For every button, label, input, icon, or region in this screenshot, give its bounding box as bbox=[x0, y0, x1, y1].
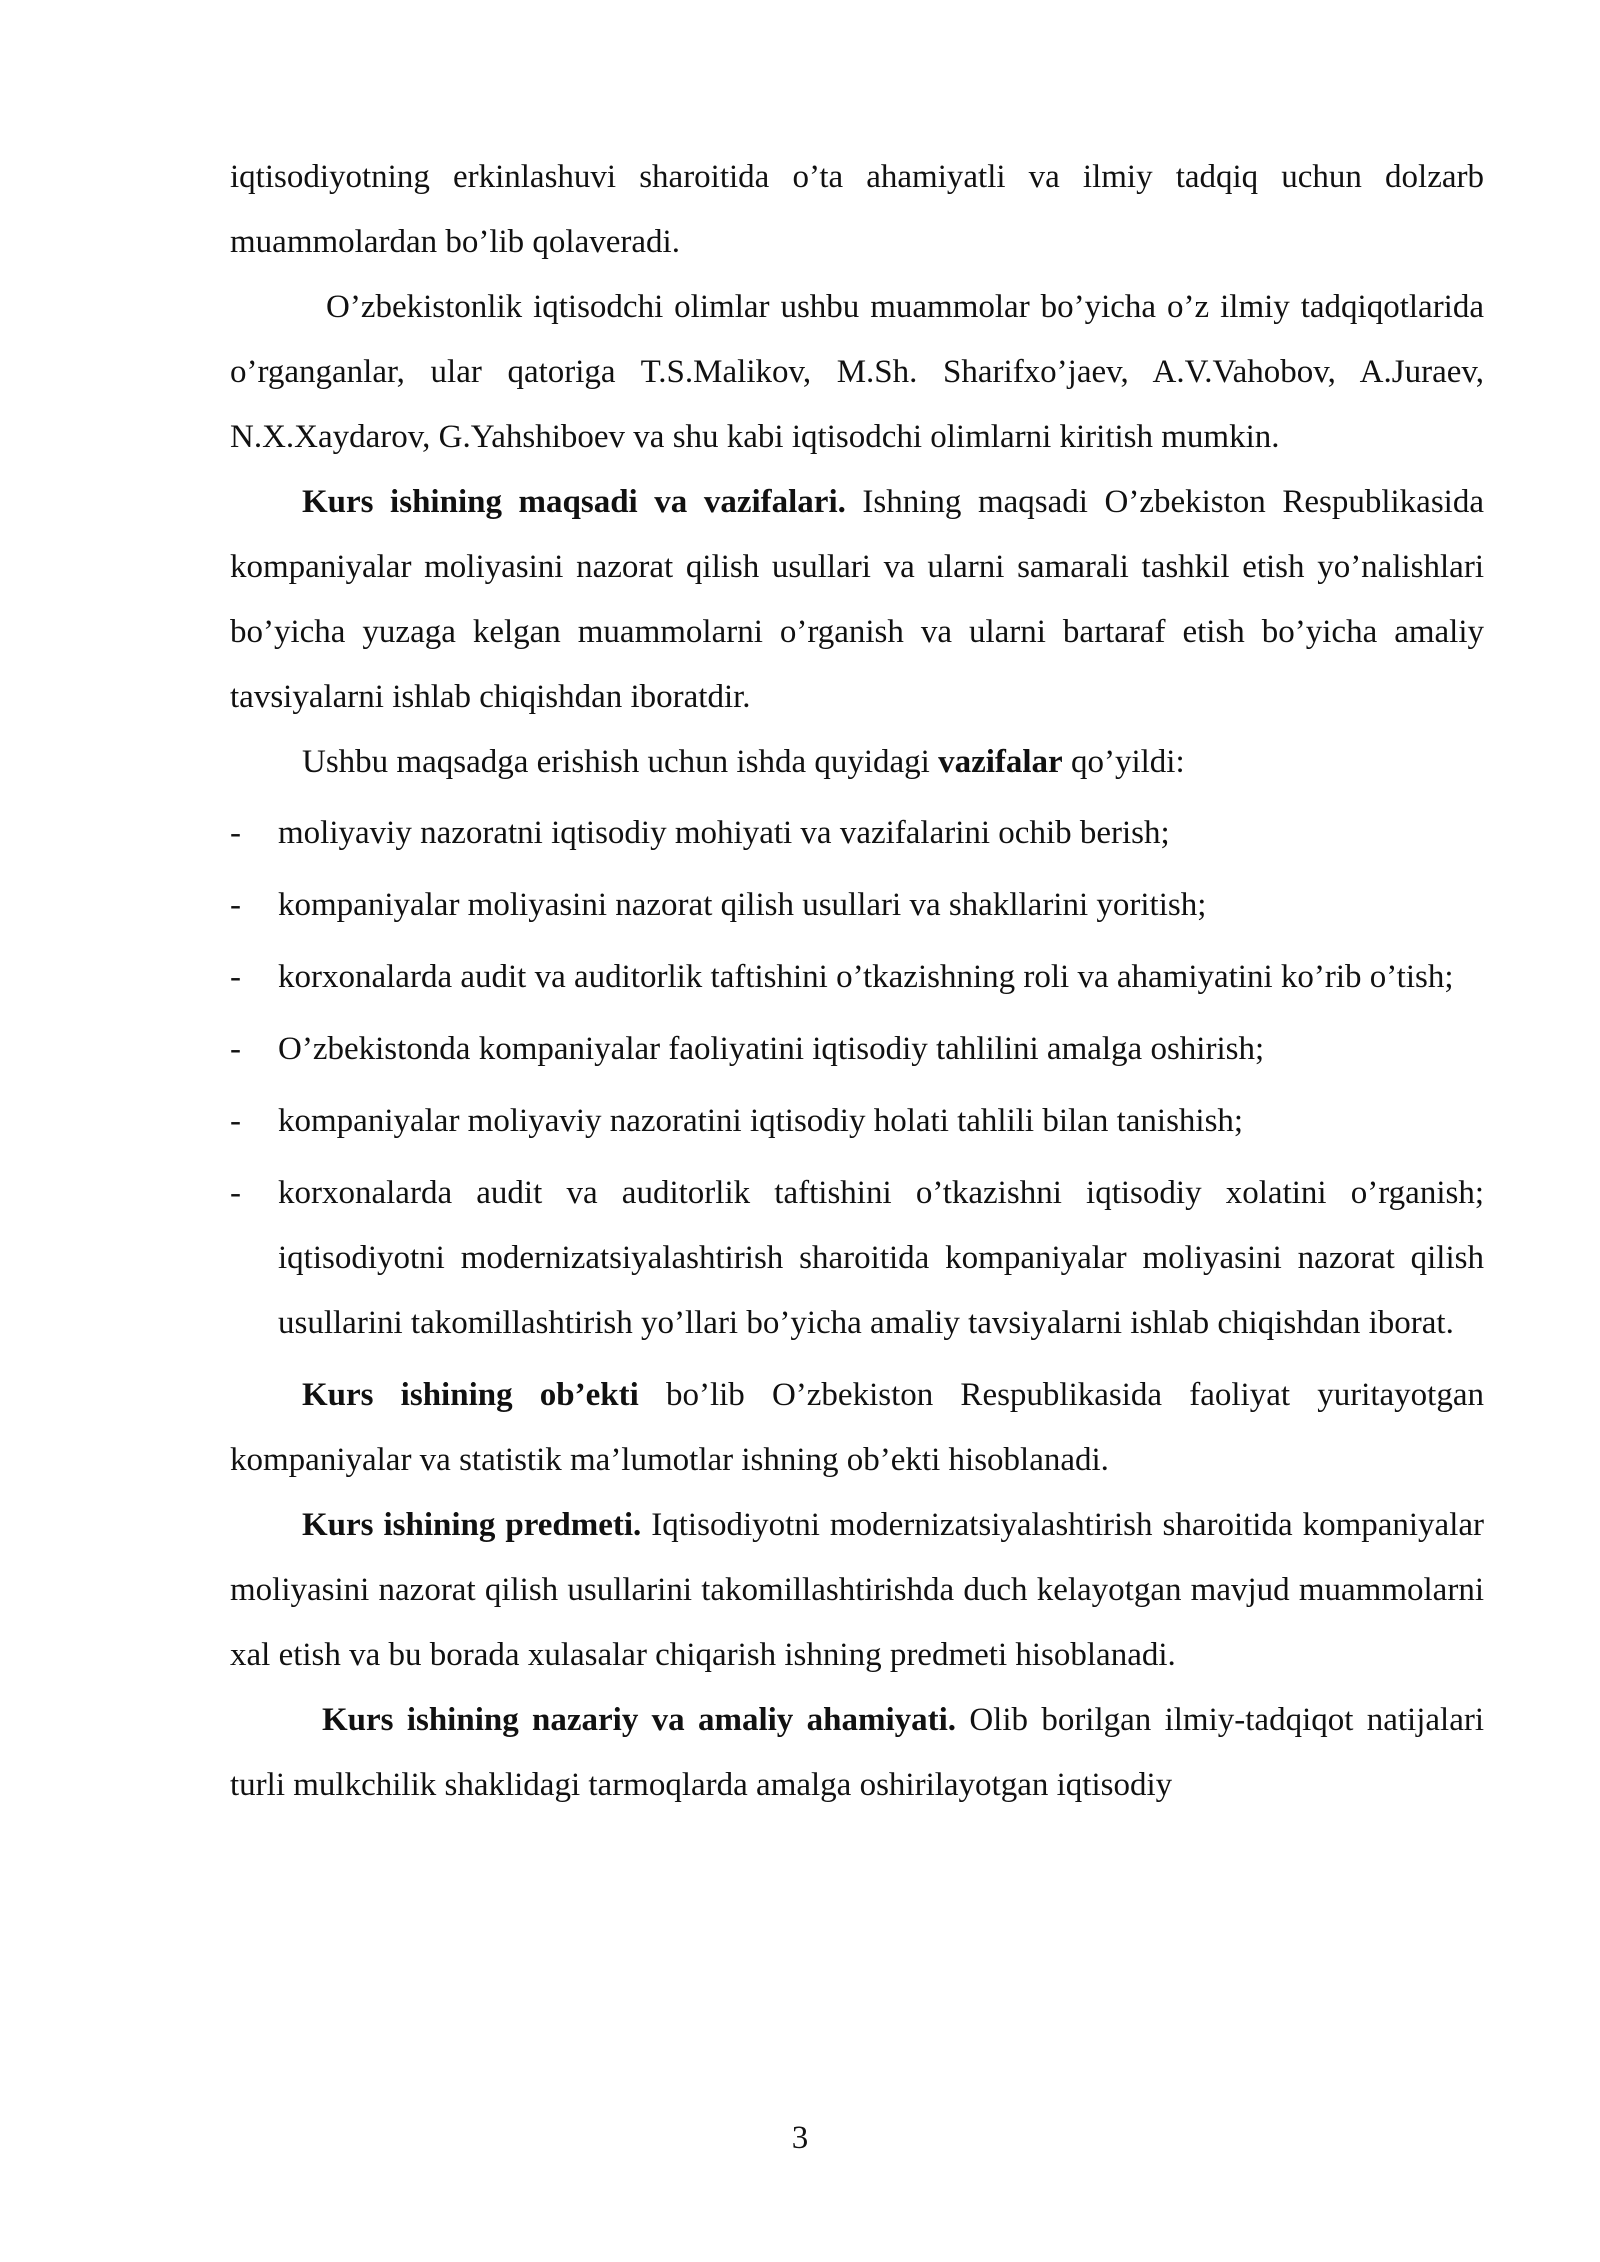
task-text: korxonalarda audit va auditorlik taftishini o’tkazishning roli va ahamiyatini ko’rib o’tish; bbox=[278, 959, 1454, 995]
page-number: 3 bbox=[791, 2120, 809, 2156]
list-dash: - bbox=[230, 1031, 241, 1067]
heading-goals: Kurs ishining maqsadi va vazifalari. bbox=[302, 484, 846, 520]
tasks-intro-post: qo’yildi: bbox=[1062, 744, 1185, 780]
list-item bbox=[230, 801, 1484, 866]
list-item bbox=[230, 873, 1484, 938]
heading-object: Kurs ishining ob’ekti bbox=[302, 1377, 639, 1413]
heading-subject: Kurs ishining predmeti. bbox=[302, 1507, 642, 1543]
significance-text: Olib borilgan ilmiy-tadqiqot natijalari turli mulkchilik shaklidagi tarmoqlarda amalga oshirilayotgan iqtisodiy bbox=[230, 1702, 1484, 1803]
list-item bbox=[230, 1161, 1484, 1356]
task-text: kompaniyalar moliyaviy nazoratini iqtisodiy holati tahlili bilan tanishish; bbox=[278, 1103, 1244, 1139]
task-text: korxonalarda audit va auditorlik taftishini o’tkazishni iqtisodiy xolatini o’rganish; iqtisodiyotni modernizatsiyalashtirish sharoitida kompaniyalar moliyasini nazorat qilish usullarini takomillashtirish yo’llari bo’yicha amaliy tavsiyalarni ishlab chiqishdan iborat. bbox=[278, 1175, 1484, 1341]
list-dash: - bbox=[230, 815, 241, 851]
paragraph-object bbox=[230, 1363, 1484, 1493]
paragraph-intro-continuation: iqtisodiyotning erkinlashuvi sharoitida o’ta ahamiyatli va ilmiy tadqiq uchun dolzarb muammolardan bo’lib qolaveradi. bbox=[230, 159, 1484, 260]
heading-significance: Kurs ishining nazariy va amaliy ahamiyati. bbox=[322, 1702, 957, 1738]
list-item bbox=[230, 1089, 1484, 1154]
task-text: kompaniyalar moliyasini nazorat qilish usullari va shakllarini yoritish; bbox=[278, 887, 1207, 923]
document-body bbox=[230, 145, 1484, 1818]
paragraph-subject bbox=[230, 1493, 1484, 1688]
task-text: O’zbekistonda kompaniyalar faoliyatini iqtisodiy tahlilini amalga oshirish; bbox=[278, 1031, 1265, 1067]
tasks-keyword: vazifalar bbox=[938, 744, 1063, 780]
paragraph-goals bbox=[230, 470, 1484, 730]
paragraph-scholars: O’zbekistonlik iqtisodchi olimlar ushbu muammolar bo’yicha o’z ilmiy tadqiqotlarida o’rganganlar, ular qatoriga T.S.Malikov, M.Sh. Sharifxo’jaev, A.V.Vahobov, A.Juraev, N.X.Xaydarov, G.Yahshiboev va shu kabi iqtisodchi olimlarni kiritish mumkin. bbox=[230, 289, 1484, 455]
paragraph-tasks-intro bbox=[230, 730, 1484, 795]
task-list bbox=[230, 801, 1484, 1356]
tasks-intro-pre: Ushbu maqsadga erishish uchun ishda quyidagi bbox=[302, 744, 939, 780]
list-item bbox=[230, 945, 1484, 1010]
subject-text: Iqtisodiyotni modernizatsiyalashtirish sharoitida kompaniyalar moliyasini nazorat qilish usullarini takomillashtirishda duch kelayotgan mavjud muammolarni xal etish va bu borada xulasalar chiqarish ishning predmeti hisoblanadi. bbox=[230, 1507, 1485, 1673]
paragraph-significance bbox=[230, 1688, 1484, 1818]
list-dash: - bbox=[230, 1103, 241, 1139]
list-dash: - bbox=[230, 1175, 241, 1211]
object-text: bo’lib O’zbekiston Respublikasida faoliyat yuritayotgan kompaniyalar va statistik ma’lumotlar ishning ob’ekti hisoblanadi. bbox=[230, 1377, 1485, 1478]
goals-text: Ishning maqsadi O’zbekiston Respublikasida kompaniyalar moliyasini nazorat qilish usullari va ularni samarali tashkil etish yo’nalishlari bo’yicha yuzaga kelgan muammolarni o’rganish va ularni bartaraf etish bo’yicha amaliy tavsiyalarni ishlab chiqishdan iboratdir. bbox=[230, 484, 1484, 715]
list-dash: - bbox=[230, 959, 241, 995]
list-item bbox=[230, 1017, 1484, 1082]
list-dash: - bbox=[230, 887, 241, 923]
task-text: moliyaviy nazoratni iqtisodiy mohiyati va vazifalarini ochib berish; bbox=[278, 815, 1170, 851]
